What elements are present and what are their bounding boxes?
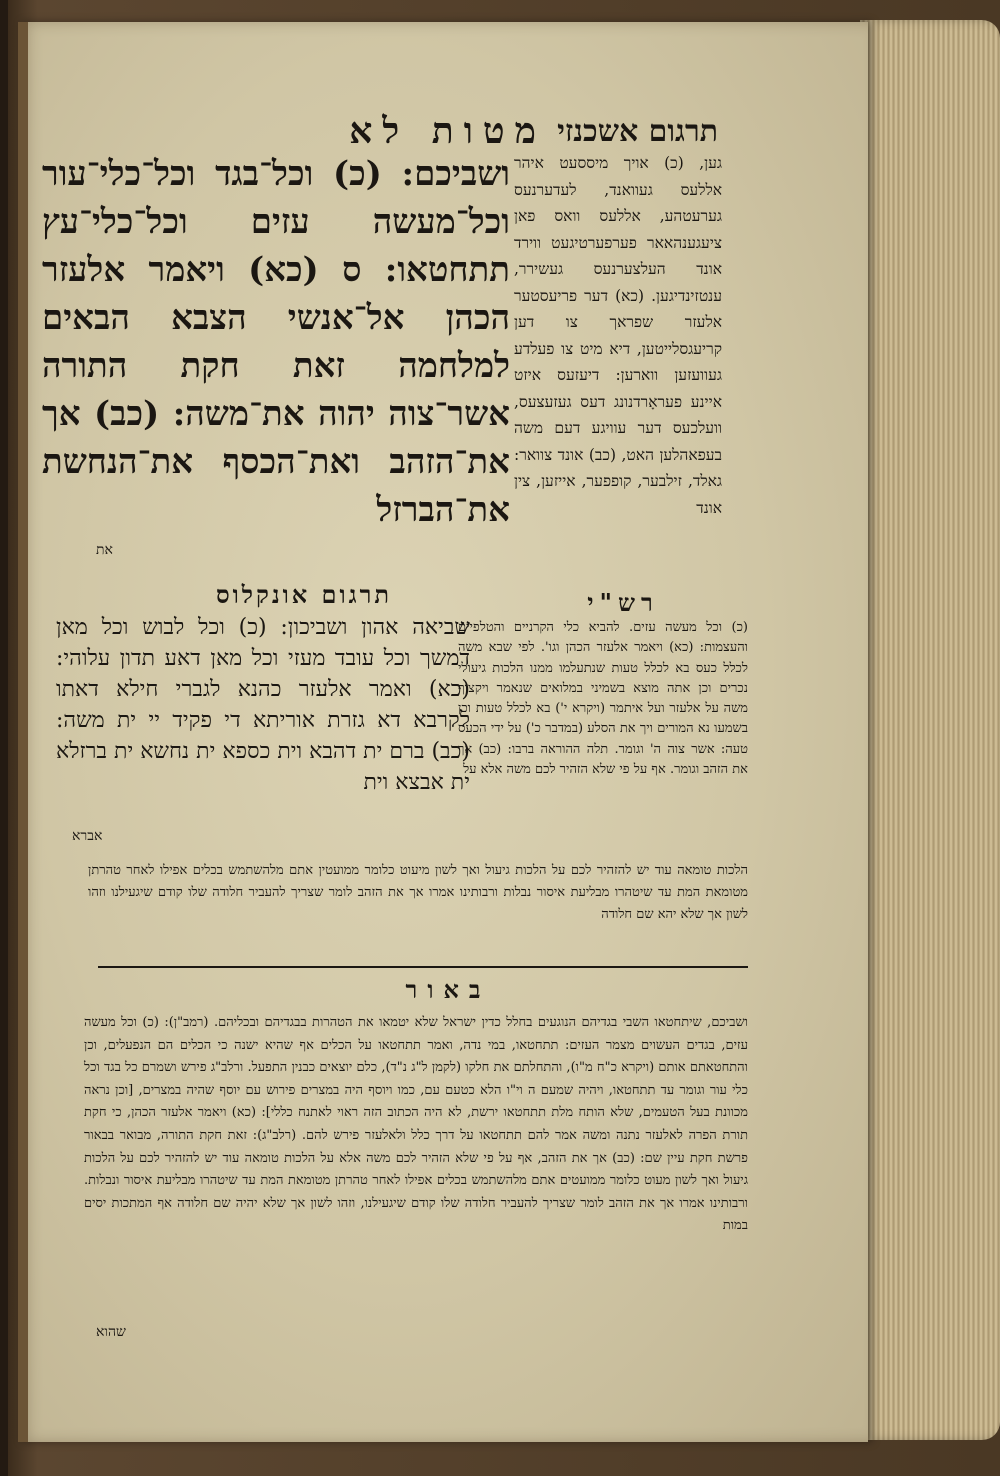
torah-text: ושביכם: (כ) וכל־בגד וכל־כלי־עור וכל־מעשה עזים וכל־כלי־עץ תתחטאו: ס (כא) ויאמר אלעזר הכהן אל־אנשי הצבא הבאים למלחמה זאת חקת התורה אשר־צוה יהוה את־משה: (כב) אך את־הזהב ואת־הכסף את־הנחשת את־הברזל xyxy=(42,154,510,530)
book-page xyxy=(18,22,868,1442)
gutter xyxy=(18,22,28,1442)
biur-text: ושביכם, שיתחטאו השבי בגדיהם הנוגעים בחלל כדין ישראל שלא יטמאו את הטהרות בבגדיהם ובכליהם. (רמב"ן): (כ) וכל מעשה עזים, בגדים העשוים מצמר העזים: תתחטאו, במי נדה, ואמר תתחטאו על הכלים אף שהיא ישנה כי הכלים הם הנפעלים, וכן והתחטאתם אותם (ויקרא כ"ח מ"ו), והתחלתם את חלקו (לקמן ל"ג נ"ד), כלם יוצאים כבנין התפעל. ורלב"ג פירש ושמרם כל בגד וכל כלי עור וגומר עד תתחטאו, ויהיה שמעם ה וי"ו הלא כטעם עם, כמו ויוסף היה במצרים פירוש עם יוסף שהיה במצרים, [וכן נראה מכוונת בעל הטעמים, שלא הותח מלת תתחטאו ירשת, לא היה הכתוב הזה ראוי לאתנח כללי]: (כא) ויאמר אלעזר הכהן, כי חקת תורת הפרה לאלעזר נתנה ומשה אמר להם תתחטאו על דרך כלל ולאלעזר פירש להם. (רלב"ג): זאת חקת התורה, מבואר בבאור פרשת חקת עיין שם: (כב) אך את הזהב, אף על פי שלא הזהיר לכם משה אלא על הלכות טומאה עוד יש להזהיר לכם על הלכות גיעול ואך לשון מעוט כלומר ממועטים אתם מלהשתמש בכלים אפילו לאחר טהרתן מטומאת המת עד שיטהרו מבליעת איסור ונבלות. ורבותינו אמרו אך את הזהב לומר שצריך להעביר חלודה שלו קודם שיגעילנו, וזהו לשון אך שלא יהיה שם חלודה אף המתכות יסים במות xyxy=(84,1015,748,1234)
running-head-targum-ashkenazi: תרגום אשכנזי xyxy=(557,114,718,149)
page-edges xyxy=(860,20,1000,1440)
rashi-text: (כ) וכל מעשה עזים. להביא כלי הקרניים והטלפיים והעצמות: (כא) ויאמר אלעזר הכהן וגו'. לפי שבא משה לכלל כעס בא לכלל טעות שנתעלמו ממנו הלכות גיעולי נכרים וכן אתה מוצא בשמיני במלואים שנאמר ויקצוף משה על אלעזר ועל איתמר (ויקרא י') בא לכלל טעות וכן בשמעו נא המורים ויך את הסלע (במדבר כ') על ידי הכעס טעה: אשר צוה ה' וגומר. תלה ההוראה ברבו: (כב) אך את הזהב וגומר. אף על פי שלא הזהיר לכם משה אלא על xyxy=(458,620,748,778)
onkelos-text: שביאה אהון ושביכון: (כ) וכל לבוש וכל מאן דמשך וכל עובד מעזי וכל מאן דאע תדון עלוהי: (כא) ואמר אלעזר כהנא לגברי חילא דאתו לקרבא דא גזרת אוריתא די פקיד יי ית משה: (כב) ברם ית דהבא וית כספא ית נחשא ית ברזלא ית אבצא וית xyxy=(56,615,470,795)
running-head-parashah: מטות לא xyxy=(349,110,546,152)
rashi-continuation: הלכות טומאה עוד יש להזהיר לכם על הלכות גיעול ואך לשון מיעוט כלומר ממועטין אתם מלהשתמש בכלים אפילו לאחר טהרתן מטומאת המת עד שיטהרו מבליעת איסור נבלות ורבותינו אמרו אך את הזהב לומר שצריך להעביר חלודה שלו קודם שיגעילנו וזהו לשון אך שלא יהא שם חלודה xyxy=(88,863,748,922)
section-divider xyxy=(98,966,748,968)
biur-heading: באור xyxy=(405,975,491,1004)
onkelos-catchword: אברא xyxy=(72,828,103,844)
onkelos-heading: תרגום אונקלוס xyxy=(215,580,393,609)
rashi-heading: רש"י xyxy=(587,588,659,617)
torah-catchword: את xyxy=(96,542,113,558)
targum-ashkenazi-text: גען, (כ) אויך מיססעט איהר אללעס געוואנד, לעדערנעס גערעטהע, אללעס וואס פאן ציעגענהאאר פערפערטיגעט ווירד אונד העלצערנעס געשירר, ענטזינדיגען. (כא) דער פריעסטער אלעזר שפראך צו דען קריעגסלייטען, דיא מיט צו פעלדע געוועזען ווארען: דיעזעס איזט איינע פעראָרדנונג דעס געזעצעס, וועלכעס דער עוויגע דעם משה בעפאהלען האט, (כב) אונד צוואר: גאלד, זילבער, קופפער, אייזען, צין אונד xyxy=(514,154,722,517)
page-catchword: שהוא xyxy=(96,1324,126,1340)
